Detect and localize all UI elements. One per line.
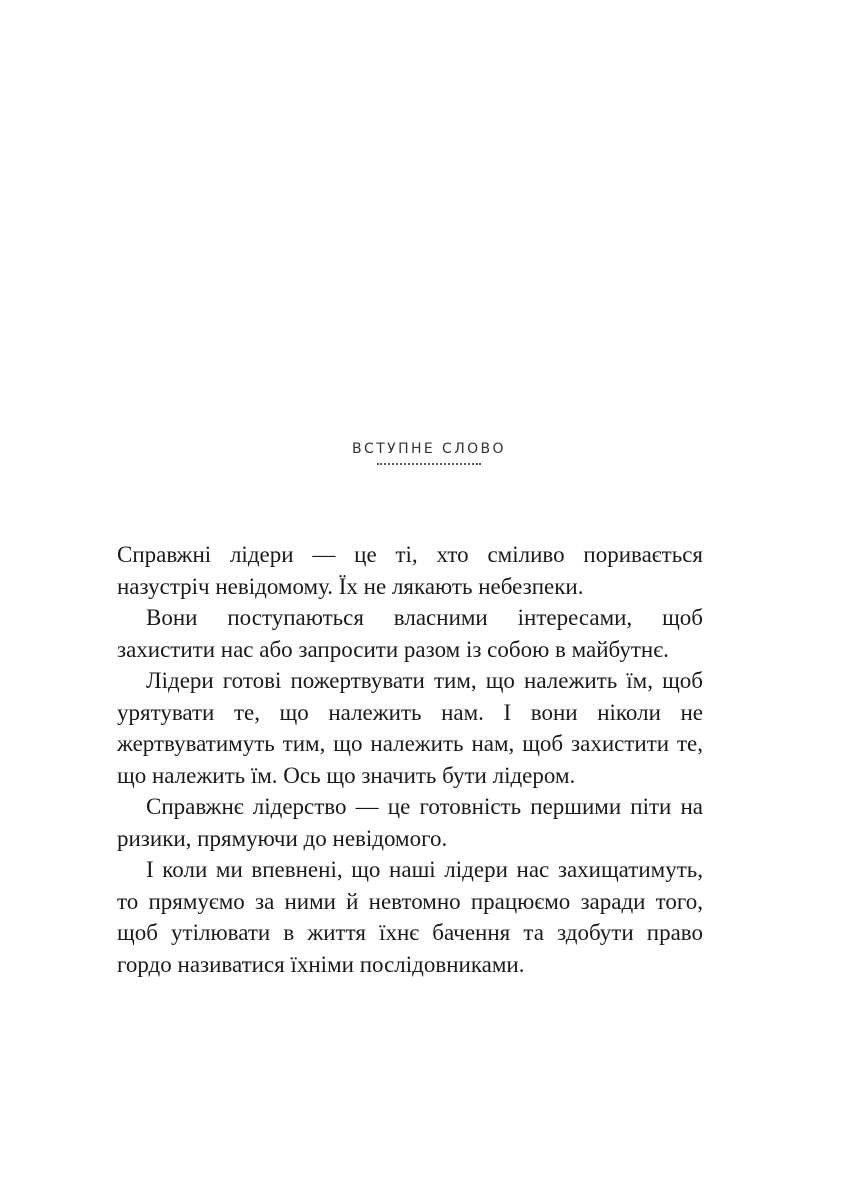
dotted-divider: [377, 463, 481, 465]
paragraph-3: Лідери готові пожертвувати тим, що належить їм, щоб урятувати те, що належить нам. І вони ніколи не жертвуватимуть тим, що належить нам, щоб захистити те, що належить їм. Ось що значить бути лідером.: [117, 668, 703, 788]
body-text: [117, 539, 703, 980]
section-heading: [0, 440, 858, 465]
section-title: ВСТУПНЕ СЛОВО: [352, 441, 506, 457]
paragraph-5: І коли ми впевнені, що наші лідери нас захищатимуть, то прямуємо за ними й невтомно працюємо заради того, щоб утілювати в життя їхнє бачення та здобути право гордо називатися їхніми послідовниками.: [117, 857, 703, 977]
paragraph-1: Справжні лідери — це ті, хто сміливо поривається назустріч невідомому. Їх не лякають небезпеки.: [117, 542, 703, 599]
paragraph-4: Справжнє лідерство — це готовність першими піти на ризики, прямуючи до невідомого.: [117, 794, 703, 851]
paragraph-2: Вони поступаються власними інтересами, щоб захистити нас або запросити разом із собою в майбутнє.: [117, 605, 703, 662]
